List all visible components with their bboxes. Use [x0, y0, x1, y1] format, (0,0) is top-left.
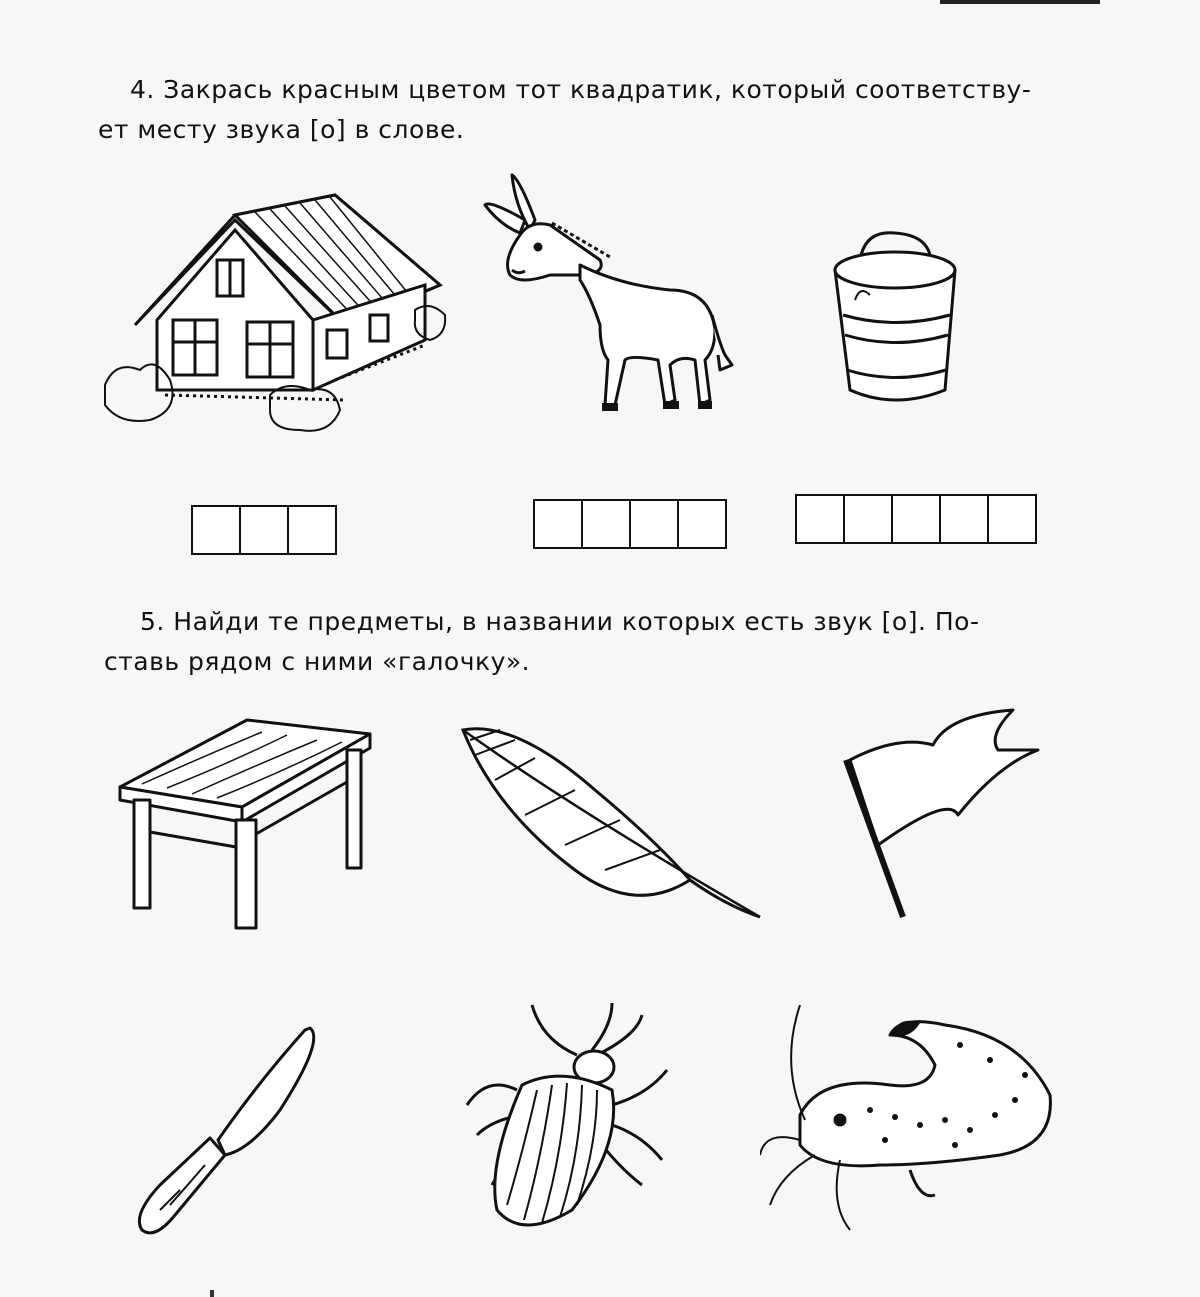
letter-box[interactable] [287, 505, 337, 555]
letter-box[interactable] [987, 494, 1037, 544]
task4-instruction-line2: ет месту звука [о] в слове. [98, 115, 465, 144]
letter-boxes-house[interactable] [193, 505, 337, 555]
table-icon[interactable] [112, 712, 377, 937]
letter-box[interactable] [191, 505, 241, 555]
letter-box[interactable] [581, 499, 631, 549]
feather-icon[interactable] [455, 720, 770, 925]
letter-box[interactable] [239, 505, 289, 555]
donkey-icon [480, 165, 750, 425]
letter-box[interactable] [533, 499, 583, 549]
letter-box[interactable] [629, 499, 679, 549]
task5-instruction-line2: ставь рядом с ними «галочку». [104, 647, 531, 676]
task5-instruction-line1: 5. Найди те предметы, в названии которых есть звук [о]. По- [140, 607, 980, 636]
page-bottom-mark [210, 1290, 214, 1297]
letter-boxes-bucket[interactable] [797, 494, 1037, 544]
bucket-icon [825, 225, 965, 415]
letter-box[interactable] [843, 494, 893, 544]
catfish-icon[interactable] [760, 1005, 1060, 1235]
beetle-icon[interactable] [462, 995, 677, 1240]
letter-box[interactable] [795, 494, 845, 544]
letter-box[interactable] [677, 499, 727, 549]
knife-icon[interactable] [130, 1020, 330, 1245]
flag-icon[interactable] [838, 705, 1048, 925]
letter-boxes-donkey[interactable] [535, 499, 727, 549]
task4-instruction-line1: 4. Закрась красным цветом тот квадратик, который соответству- [130, 75, 1032, 104]
letter-box[interactable] [891, 494, 941, 544]
page-top-rule [940, 0, 1100, 4]
letter-box[interactable] [939, 494, 989, 544]
house-icon [95, 180, 455, 440]
